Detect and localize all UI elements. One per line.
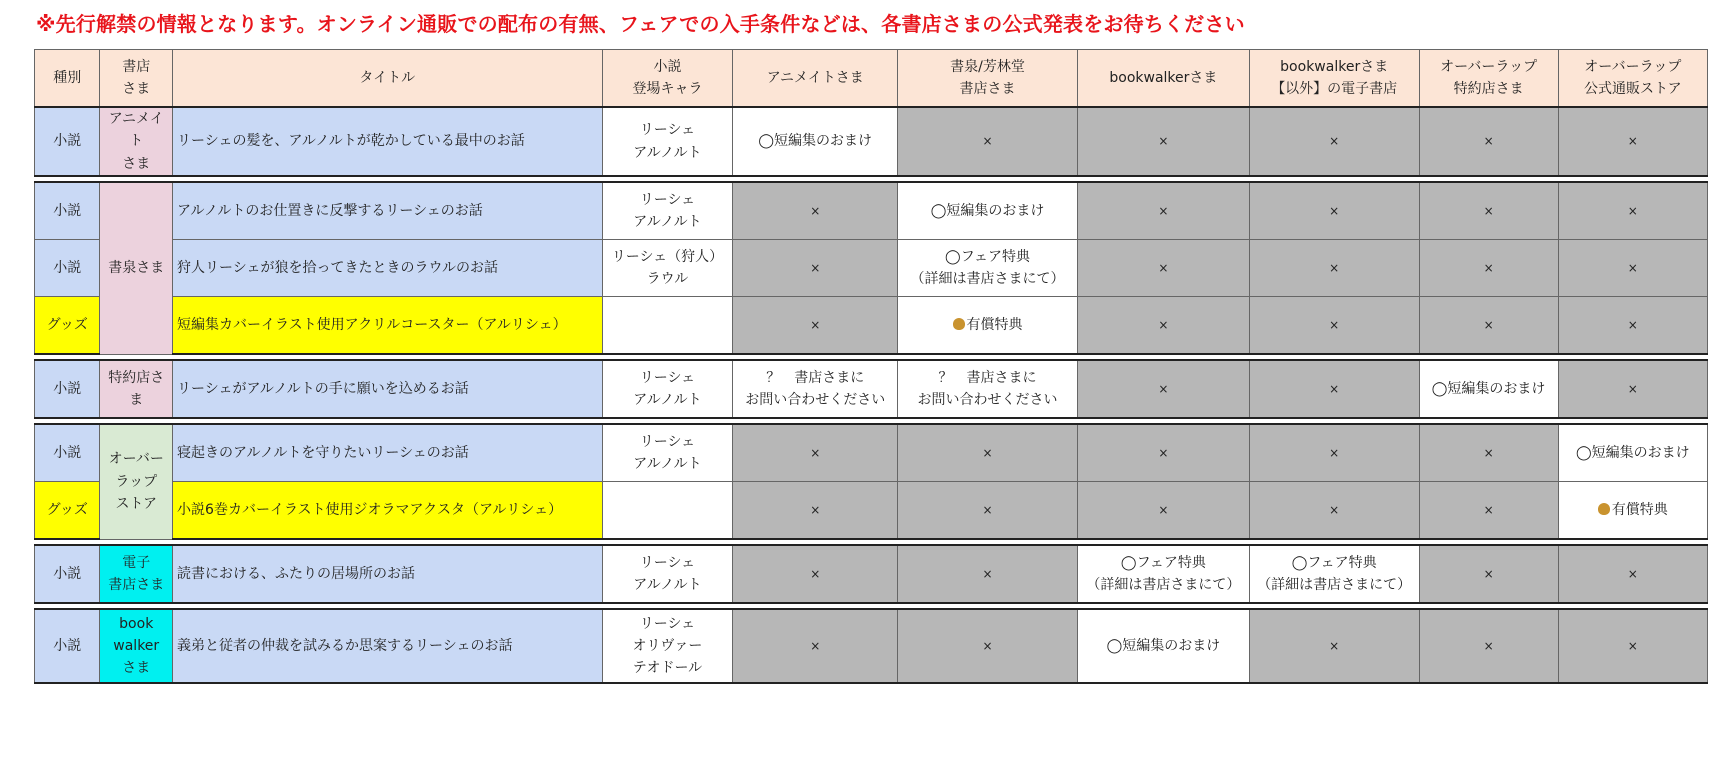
column-header: オーバーラップ 公式通販ストア (1558, 50, 1707, 108)
money-bag-icon (1598, 503, 1610, 515)
store-cell: アニメイト さま (100, 107, 173, 176)
unavailable-cell: × (733, 240, 898, 297)
unavailable-cell: × (1078, 240, 1250, 297)
unavailable-cell: × (1419, 240, 1558, 297)
store-cell: 書泉さま (100, 182, 173, 354)
characters-cell: リーシェ アルノルト (602, 545, 733, 603)
unavailable-cell: × (733, 482, 898, 540)
unavailable-cell: × (1249, 424, 1419, 482)
characters-cell: リーシェ アルノルト (602, 182, 733, 240)
store-cell: オーバー ラップ ストア (100, 424, 173, 539)
column-header: 書店 さま (100, 50, 173, 108)
type-cell: 小説 (35, 360, 100, 418)
type-cell: 小説 (35, 107, 100, 176)
title-cell: 小説6巻カバーイラスト使用ジオラマアクスタ（アルリシェ） (173, 482, 602, 540)
type-cell: 小説 (35, 545, 100, 603)
unavailable-cell: × (733, 182, 898, 240)
bonus-cell: ◯フェア特典 （詳細は書店さまにて） (1249, 545, 1419, 603)
unavailable-cell: × (898, 107, 1078, 176)
unavailable-cell: × (1078, 482, 1250, 540)
unavailable-cell: × (1558, 182, 1707, 240)
unavailable-cell: × (1558, 609, 1707, 683)
characters-cell: リーシェ アルノルト (602, 360, 733, 418)
unavailable-cell: × (1419, 545, 1558, 603)
title-cell: 義弟と従者の仲裁を試みるか思案するリーシェのお話 (173, 609, 602, 683)
unavailable-cell: × (898, 609, 1078, 683)
unavailable-cell: × (1249, 482, 1419, 540)
unavailable-cell: × (1419, 107, 1558, 176)
unavailable-cell: × (1558, 360, 1707, 418)
store-cell: 電子 書店さま (100, 545, 173, 603)
bonus-cell: ？ 書店さまに お問い合わせください (898, 360, 1078, 418)
table-row (35, 482, 1708, 540)
characters-cell: リーシェ オリヴァー テオドール (602, 609, 733, 683)
bonus-cell: ◯フェア特典 （詳細は書店さまにて） (1078, 545, 1250, 603)
column-header: アニメイトさま (733, 50, 898, 108)
paid-bonus-cell: 有償特典 (1558, 482, 1707, 540)
notice-banner: ※先行解禁の情報となります。オンライン通販での配布の有無、フェアでの入手条件などは、各書店さまの公式発表をお待ちください (36, 12, 1245, 36)
unavailable-cell: × (1249, 609, 1419, 683)
column-header: 種別 (35, 50, 100, 108)
title-cell: アルノルトのお仕置きに反撃するリーシェのお話 (173, 182, 602, 240)
unavailable-cell: × (733, 609, 898, 683)
money-bag-icon (953, 318, 965, 330)
unavailable-cell: × (1558, 545, 1707, 603)
bonus-cell: ◯短編集のおまけ (898, 182, 1078, 240)
unavailable-cell: × (898, 482, 1078, 540)
table-row (35, 240, 1708, 297)
unavailable-cell: × (733, 545, 898, 603)
table-row (35, 545, 1708, 603)
title-cell: 短編集カバーイラスト使用アクリルコースター（アルリシェ） (173, 297, 602, 355)
store-cell: 特約店さま (100, 360, 173, 418)
unavailable-cell: × (1078, 424, 1250, 482)
store-cell: book walker さま (100, 609, 173, 683)
unavailable-cell: × (898, 424, 1078, 482)
column-header: タイトル (173, 50, 602, 108)
characters-cell (602, 482, 733, 540)
characters-cell: リーシェ アルノルト (602, 424, 733, 482)
unavailable-cell: × (1558, 240, 1707, 297)
header-row (35, 50, 1708, 108)
title-cell: リーシェがアルノルトの手に願いを込めるお話 (173, 360, 602, 418)
table-row (35, 182, 1708, 240)
unavailable-cell: × (1249, 182, 1419, 240)
title-cell: 狩人リーシェが狼を拾ってきたときのラウルのお話 (173, 240, 602, 297)
type-cell: グッズ (35, 482, 100, 540)
unavailable-cell: × (1078, 360, 1250, 418)
characters-cell (602, 297, 733, 355)
unavailable-cell: × (1419, 182, 1558, 240)
type-cell: 小説 (35, 182, 100, 240)
type-cell: 小説 (35, 424, 100, 482)
table-row (35, 424, 1708, 482)
unavailable-cell: × (733, 297, 898, 355)
unavailable-cell: × (1078, 297, 1250, 355)
unavailable-cell: × (1558, 297, 1707, 355)
title-cell: 寝起きのアルノルトを守りたいリーシェのお話 (173, 424, 602, 482)
bonus-cell: ◯短編集のおまけ (1558, 424, 1707, 482)
table-row (35, 360, 1708, 418)
bonus-cell: ◯フェア特典 （詳細は書店さまにて） (898, 240, 1078, 297)
table-row (35, 297, 1708, 355)
unavailable-cell: × (1558, 107, 1707, 176)
unavailable-cell: × (1249, 360, 1419, 418)
bonus-cell: ◯短編集のおまけ (1419, 360, 1558, 418)
title-cell: 読書における、ふたりの居場所のお話 (173, 545, 602, 603)
type-cell: 小説 (35, 240, 100, 297)
column-header: bookwalkerさま (1078, 50, 1250, 108)
type-cell: グッズ (35, 297, 100, 355)
unavailable-cell: × (1078, 182, 1250, 240)
unavailable-cell: × (1419, 609, 1558, 683)
bonus-cell: ◯短編集のおまけ (1078, 609, 1250, 683)
characters-cell: リーシェ アルノルト (602, 107, 733, 176)
unavailable-cell: × (1419, 482, 1558, 540)
unavailable-cell: × (898, 545, 1078, 603)
bonus-table (34, 49, 1708, 684)
unavailable-cell: × (1249, 107, 1419, 176)
column-header: オーバーラップ 特約店さま (1419, 50, 1558, 108)
unavailable-cell: × (1419, 297, 1558, 355)
table-row (35, 609, 1708, 683)
title-cell: リーシェの髪を、アルノルトが乾かしている最中のお話 (173, 107, 602, 176)
column-header: 小説 登場キャラ (602, 50, 733, 108)
unavailable-cell: × (733, 424, 898, 482)
paid-bonus-cell: 有償特典 (898, 297, 1078, 355)
type-cell: 小説 (35, 609, 100, 683)
unavailable-cell: × (1249, 240, 1419, 297)
table-row (35, 107, 1708, 176)
bonus-cell: ◯短編集のおまけ (733, 107, 898, 176)
characters-cell: リーシェ（狩人） ラウル (602, 240, 733, 297)
unavailable-cell: × (1249, 297, 1419, 355)
unavailable-cell: × (1078, 107, 1250, 176)
bonus-cell: ？ 書店さまに お問い合わせください (733, 360, 898, 418)
unavailable-cell: × (1419, 424, 1558, 482)
column-header: 書泉/芳林堂 書店さま (898, 50, 1078, 108)
column-header: bookwalkerさま 【以外】の電子書店 (1249, 50, 1419, 108)
